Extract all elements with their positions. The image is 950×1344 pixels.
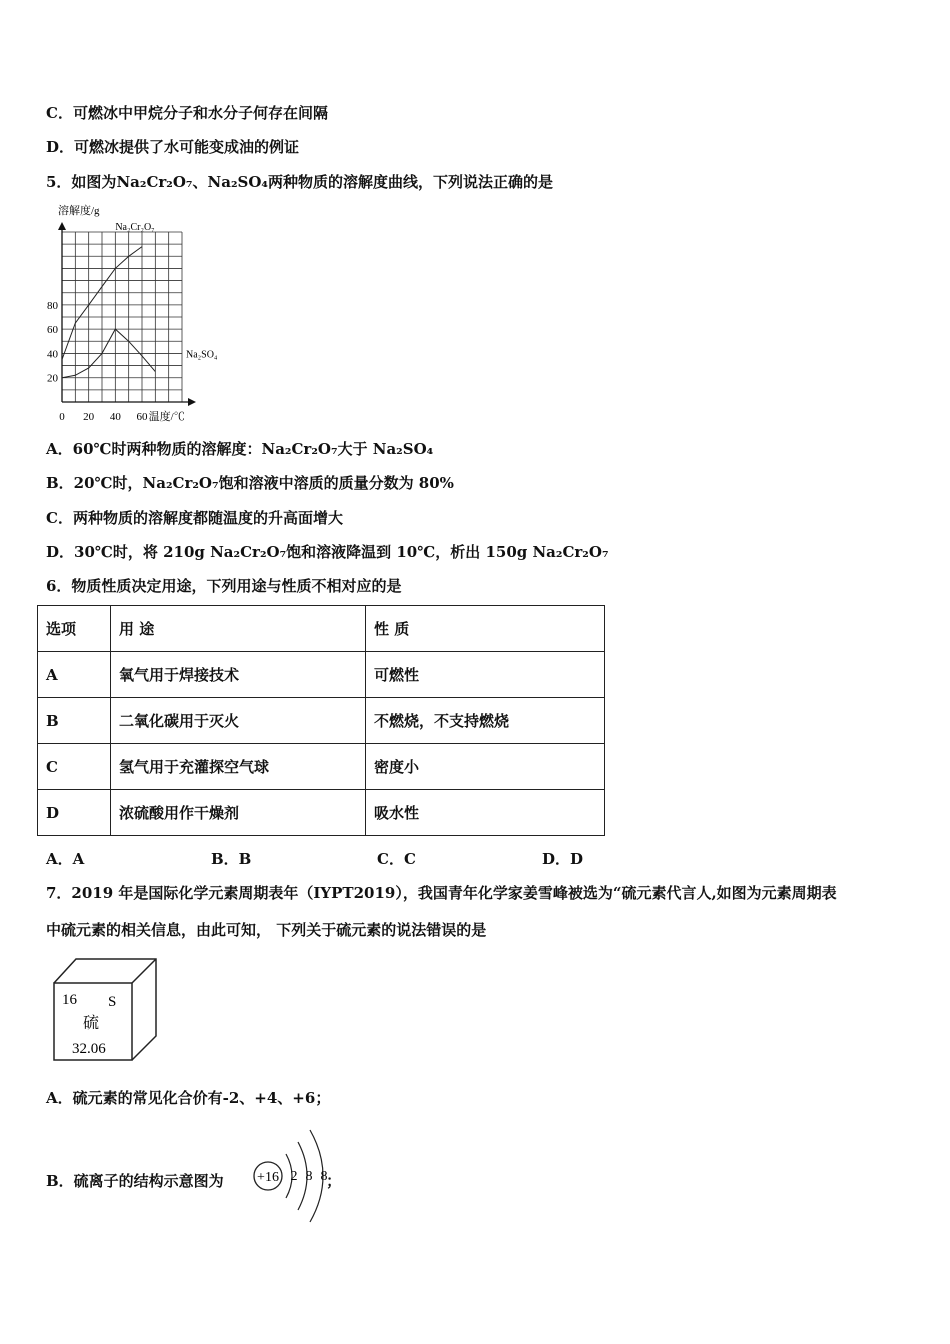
table-cell: D [38,790,111,836]
q5-stem-formula1: Na₂Cr₂O₇ [116,173,193,191]
table-cell: 氧气用于焊接技术 [111,652,366,698]
table-header-row [38,606,605,652]
q7-stem-line2: 中硫元素的相关信息，由此可知， 下列关于硫元素的说法错误的是 [46,921,487,939]
y-tick-label: 40 [47,348,58,361]
table-header-cell: 选项 [38,606,111,652]
q6-answer-b: B．B [211,850,252,868]
series-label-na2so4: Na₂SO₄ [186,349,218,361]
q5-stem-mid: 、 [192,173,208,191]
x-tick-label: 0 [59,411,65,423]
q6-stem: 6．物质性质决定用途，下列用途与性质不相对应的是 [46,577,402,595]
table-cell: 不燃烧，不支持燃烧 [366,698,605,744]
y-axis-arrow [58,222,66,230]
series-label-na2cr2o7: Na₂Cr₂O₇ [115,222,155,233]
q7-option-b-prefix: B．硫离子的结构示意图为 [46,1172,224,1190]
q6-answer-c: C．C [377,850,416,868]
x-tick-label: 40 [109,411,121,423]
table-row [38,790,605,836]
q7-option-b-suffix: ； [326,1172,342,1190]
q5-stem-prefix: 5．如图为 [46,173,117,191]
q5-option-d: D．30℃时，将 210g Na₂Cr₂O₇饱和溶液降温到 10℃，析出 150g Na₂Cr₂O₇ [46,543,609,561]
q6-table [37,605,605,836]
x-tick-label: 60 [136,411,148,423]
q5-option-b: B．20℃时，Na₂Cr₂O₇饱和溶液中溶质的质量分数为 80% [46,474,454,492]
q6-answer-d: D．D [542,850,584,868]
sulfur-element-card [50,956,162,1068]
element-atomic-mass: 32.06 [72,1041,106,1057]
q7-option-a: A．硫元素的常见化合价有-2、+4、+6； [46,1089,331,1107]
table-cell: 浓硫酸用作干燥剂 [111,790,366,836]
sulfur-element-card-svg [50,956,162,1064]
q5-option-c: C．两种物质的溶解度都随温度的升高面增大 [46,509,343,527]
table-cell: C [38,744,111,790]
q4-option-d: D．可燃冰提供了水可能变成油的例证 [46,138,300,156]
q7-stem-line1: 7．2019 年是国际化学元素周期表年（IYPT2019），我国青年化学家姜雪峰被选为“硫元素代言人,如图为元素周期表 [46,884,837,902]
sulfur-ion-diagram [248,1120,338,1236]
shell-electrons-2: 8 [305,1169,313,1184]
cube-edge [132,959,156,983]
table-cell: 二氧化碳用于灭火 [111,698,366,744]
sulfur-ion-diagram-svg [248,1120,338,1232]
y-tick-label: 20 [47,372,58,385]
table-cell: 密度小 [366,744,605,790]
solubility-chart-svg [38,198,248,426]
table-row [38,698,605,744]
table-row [38,744,605,790]
x-axis-label: 温度/℃ [148,411,185,423]
shell-electrons-3: 8 [320,1169,328,1184]
element-symbol: S [108,994,117,1010]
table-cell: A [38,652,111,698]
q5-stem-formula2: Na₂SO₄ [207,173,268,191]
q5-option-a: A．60℃时两种物质的溶解度：Na₂Cr₂O₇大于 Na₂SO₄ [46,440,434,458]
y-axis-label: 溶解度/g [58,205,100,217]
table-cell: 吸水性 [366,790,605,836]
element-atomic-number: 16 [62,992,77,1008]
q5-stem [46,171,553,192]
table-cell: B [38,698,111,744]
element-name: 硫 [83,1015,100,1032]
y-tick-label: 60 [47,324,58,337]
solubility-chart [38,198,248,426]
table-cell: 可燃性 [366,652,605,698]
q6-answer-a: A．A [46,850,85,868]
table-header-cell: 用 途 [111,606,366,652]
x-axis-arrow [188,398,196,406]
table-cell: 氢气用于充灌探空气球 [111,744,366,790]
x-tick-label: 20 [83,411,95,423]
table-header-cell: 性 质 [366,606,605,652]
nucleus-charge: +16 [257,1170,279,1185]
shell-electrons-1: 2 [290,1169,298,1184]
q5-stem-suffix: 两种物质的溶解度曲线，下列说法正确的是 [267,173,553,191]
table-row [38,652,605,698]
y-tick-label: 80 [47,299,58,312]
q4-option-c: C．可燃冰中甲烷分子和水分子何存在间隔 [46,104,328,122]
